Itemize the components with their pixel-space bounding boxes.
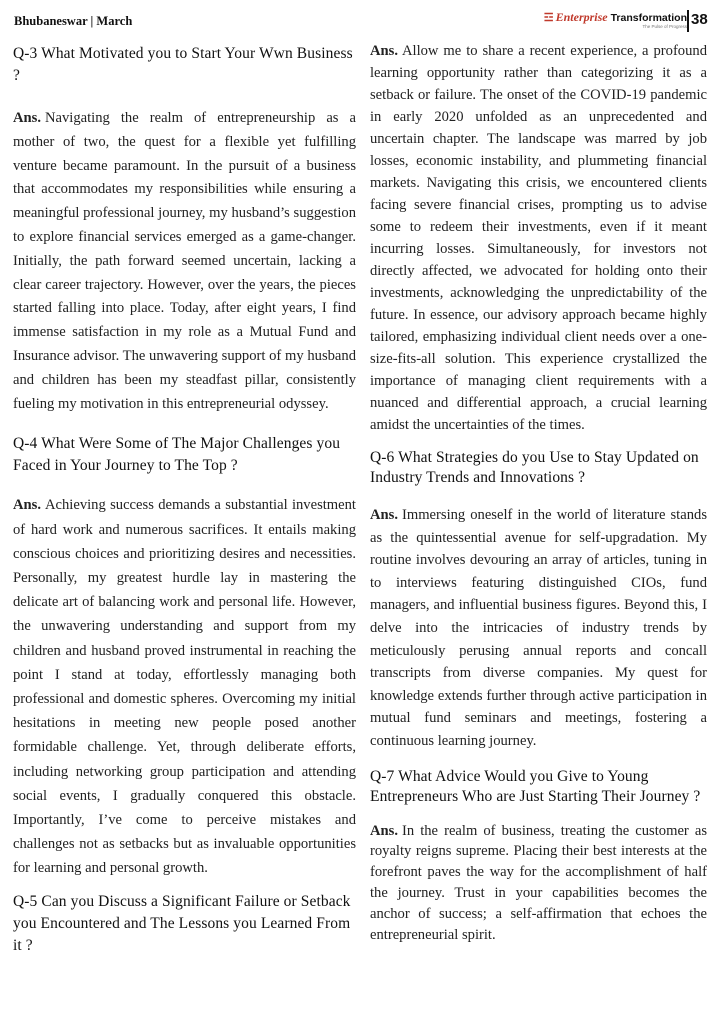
right-column: [370, 40, 707, 945]
question-heading: Q-6 What Strategies do you Use to Stay Updated on Industry Trends and Innovations ?: [370, 449, 699, 486]
question-heading: Q-5 Can you Discuss a Significant Failure or Setback you Encountered and The Lessons you Learned From it ?: [13, 892, 351, 954]
question-heading: Q-3 What Motivated you to Start Your Wwn Business ?: [13, 45, 353, 84]
answer-text: Immersing oneself in the world of literature stands as the quintessential avenue for self-upgradation. My routine involves devouring an array of articles, tuning in to interviews featuring distinguished CIOs, fund managers, and influential business figures. Beyond this, I delve into the intricacies of industry trends by meticulously perusing annual reports and concall transcripts from diverse companies. My quest for knowledge extends further through active participation in mutual fund seminars and meetings, fostering a continuous learning journey.: [370, 507, 707, 749]
logo-script-word: Enterprise: [555, 10, 608, 24]
answer-label: Ans.: [13, 110, 41, 126]
logo-wordmark: [544, 11, 687, 24]
page-number: 38: [691, 11, 708, 28]
left-column: [13, 40, 356, 957]
answer-label: Ans.: [370, 822, 398, 839]
logo-word: Transformation: [610, 12, 687, 24]
answer-text: Navigating the realm of entrepreneurship as a mother of two, the quest for a flexible yet fulfilling venture became paramount. In the pursuit of a business that accommodates my responsibilities while ensuring a meaningful professional journey, my husband’s suggestion to explore financial services emerged as a game-changer. Initially, the path forward seemed uncertain, lacking a clear career trajectory. However, over the years, the pieces started falling into place. Today, after eight years, I find immense satisfaction in my role as a Mutual Fund and Insurance advisor. The unwavering support of my husband and children has been my steadfast pillar, consistently fueling my motivation in this entrepreneurial odyssey.: [13, 110, 356, 412]
answer-label: Ans.: [370, 43, 398, 59]
answer-label: Ans.: [370, 507, 398, 523]
answer-text: In the realm of business, treating the customer as royalty reigns supreme. Placing their best interests at the forefront paves the way for the accomplishment of half the journey. Trust in your capabilities becomes the anchor of success; a self-affirmation that echoes the entrepreneurial spirit.: [370, 822, 707, 943]
logo-mark-icon: ☲: [543, 12, 554, 24]
question-heading: Q-7 What Advice Would you Give to Young Entrepreneurs Who are Just Starting Their Journey ?: [370, 767, 701, 805]
header-divider: [687, 10, 689, 32]
logo-tagline: The Pulse of Progress: [642, 24, 687, 29]
answer-paragraph: [13, 107, 356, 416]
answer-paragraph: [370, 504, 707, 753]
answer-text: Achieving success demands a substantial investment of hard work and numerous sacrifices. It entails making conscious choices and prioritizing desires and necessities. Personally, my greatest hurdle lay in mastering the delicate art of balancing work and personal life. However, the unwavering understanding and support from my children and husband proved instrumental in reaching the point I stand at today, effortlessly managing both professional and domestic spheres. Overcoming my initial hesitations in meeting new people posed another formidable challenge. Yet, through deliberate efforts, including networking group participation and attending social events, I gradually conquered this obstacle. Importantly, I’ve come to perceive mistakes and challenges not as setbacks but as invaluable opportunities for learning and personal growth.: [13, 497, 356, 877]
issue-location-month: Bhubaneswar | March: [14, 14, 133, 28]
answer-paragraph: [370, 40, 707, 436]
question-heading: Q-4 What Were Some of The Major Challenges you Faced in Your Journey to The Top ?: [13, 435, 341, 475]
answer-text: Allow me to share a recent experience, a profound learning opportunity rather than categorizing it as a setback or failure. The onset of the COVID-19 pandemic in early 2020 unfolded as an unprecedented and uncertain chapter. The landscape was marred by job losses, economic instability, and plummeting financial markets. Navigating this crisis, we encountered clients facing severe financial crises, prompting us to advise some to redeem their investments, even if it meant incurring losses. Simultaneously, for investors not directly affected, we advocated for holding onto their investments, acknowledging the unpredictability of the future. In essence, our advisory approach became highly tailored, emphasizing individual client needs over a one-size-fits-all solution. This experience crystallized the importance of managing client requirements with a nuanced and differential approach, a crucial learning amidst the uncertainties of the times.: [370, 43, 707, 433]
answer-paragraph: [13, 493, 356, 880]
magazine-logo: [544, 11, 687, 30]
answer-paragraph: [370, 821, 707, 946]
answer-label: Ans.: [13, 497, 41, 514]
